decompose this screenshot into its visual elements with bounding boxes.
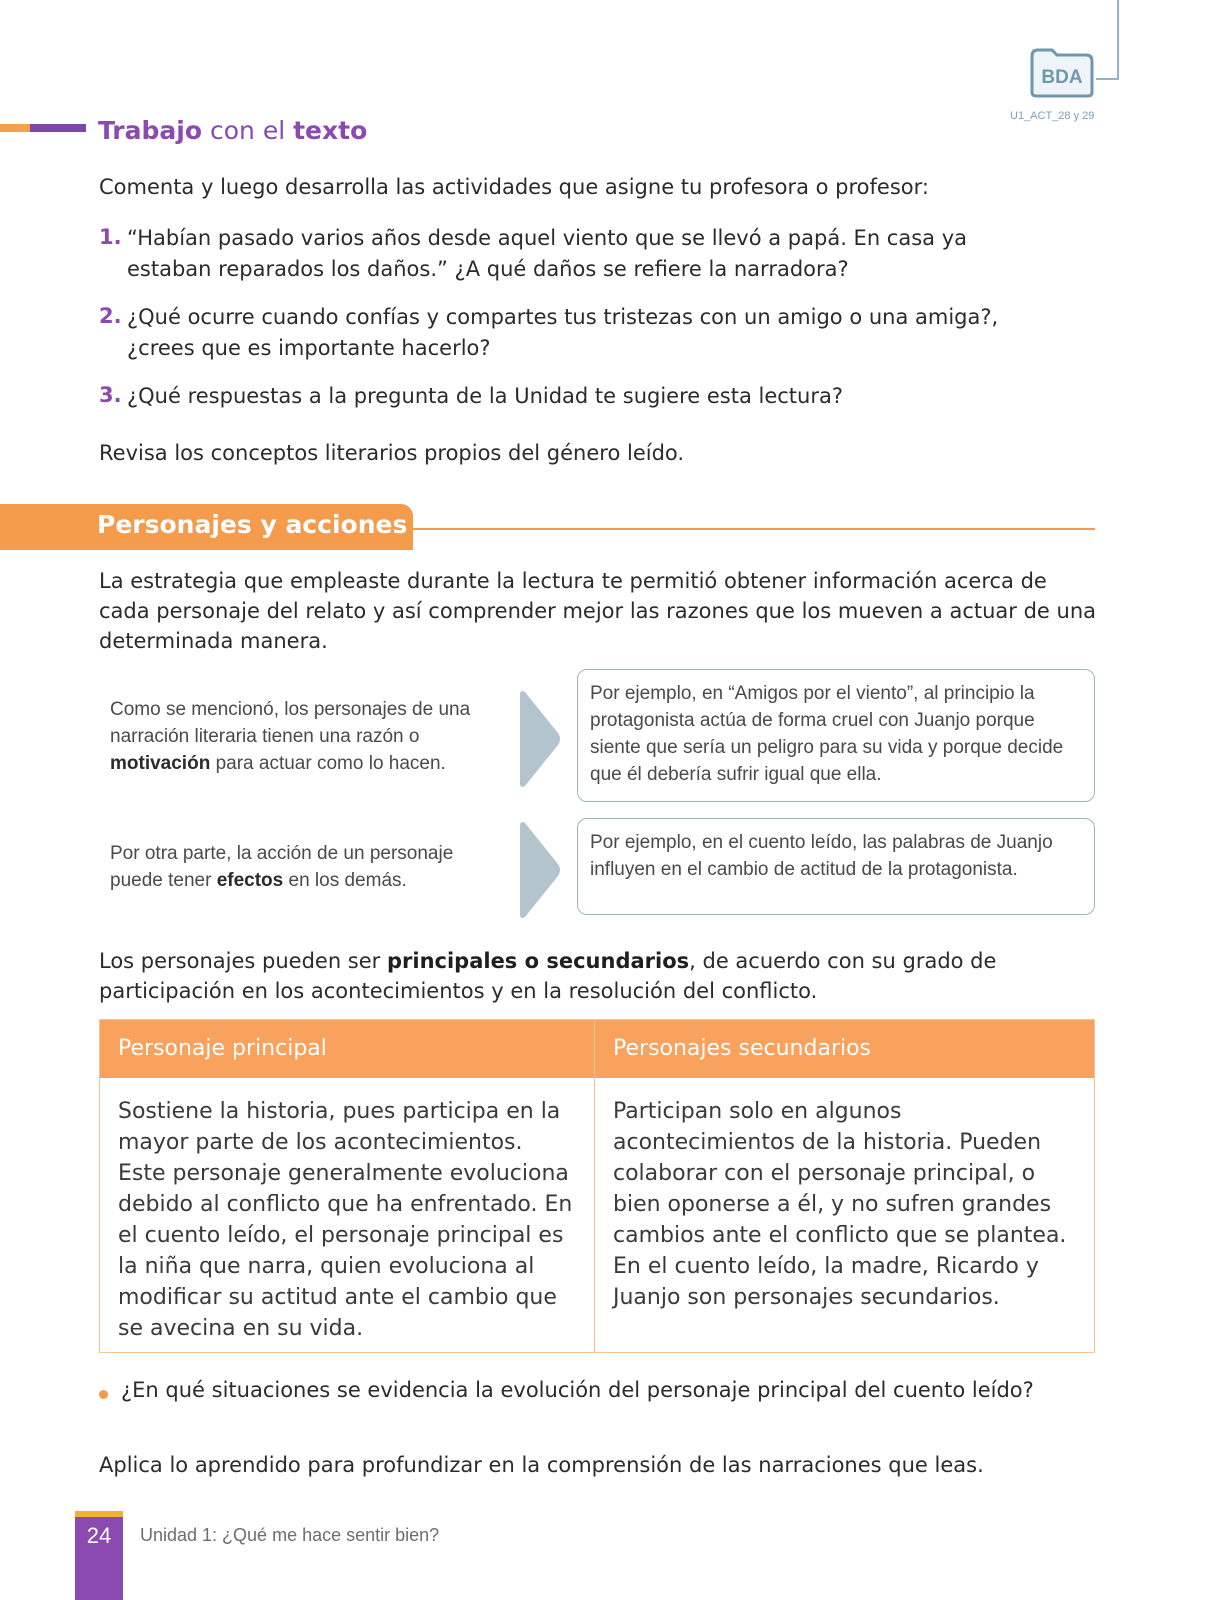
effects-keyword: efectos [216,870,284,891]
effects-text-post: en los demás. [283,870,407,891]
section-title [98,116,367,145]
question-3 [127,381,1047,412]
characters-intro [99,946,1099,1006]
motivation-text [110,696,500,777]
motivation-keyword: motivación [110,753,211,774]
header-bar-orange [0,124,30,132]
question-3-line-1: ¿Qué respuestas a la pregunta de la Unidad te sugiere esta lectura? [127,384,843,408]
strategy-paragraph: La estrategia que empleaste durante la lectura te permitió obtener información acerca de cada personaje del relato y así comprender mejor las razones que los mueven a actuar de una determinada manera. [99,569,1096,653]
bda-connector-line-h [1096,78,1119,80]
question-2-line-2: ¿crees que es importante hacerlo? [127,336,491,360]
question-2 [127,302,1047,364]
table-header-secundarios: Personajes secundarios [595,1020,1094,1078]
question-2-line-1: ¿Qué ocurre cuando confías y compartes tus tristezas con un amigo o una amiga?, [127,305,999,329]
question-number: 2. [99,304,122,328]
question-list [99,225,1099,415]
example-box-1: Por ejemplo, en “Amigos por el viento”, al principio la protagonista actúa de forma cruel con Juanjo porque siente que sería un peligro para su vida y porque decide que él debería sufrir igual que ella. [577,669,1095,802]
question-1-line-2: estaban reparados los daños.” ¿A qué daños se refiere la narradora? [127,257,849,281]
table-cell-secundarios: Participan solo en algunos acontecimientos de la historia. Pueden colaborar con el personaje principal, o bien oponerse a él, y no sufren grandes cambios ante el conflicto que se plantea. En el cuento leído, la madre, Ricardo y Juanjo son personajes secundarios. [613,1099,1067,1310]
header-bar-purple [30,124,86,132]
motivation-text-post: para actuar como lo hacen. [210,753,446,774]
characters-intro-bold: principales o secundarios [386,949,690,973]
folder-icon[interactable] [1028,46,1096,100]
example-box-2: Por ejemplo, en el cuento leído, las palabras de Juanjo influyen en el cambio de actitud de la protagonista. [577,818,1095,915]
question-number: 3. [99,383,122,407]
section-title-bold-2: texto [293,116,368,145]
effects-text-pre: Por otra parte, la acción de un personaje puede tener [110,843,454,891]
section-title-bold-1: Trabajo [98,116,203,145]
section-title-light: con el [209,116,286,145]
arrow-right-icon [516,689,562,789]
bda-code: U1_ACT_28 y 29 [1010,110,1095,122]
effects-text [110,840,500,894]
review-instruction: Revisa los conceptos literarios propios del género leído. [99,441,685,465]
footer-unit-title: Unidad 1: ¿Qué me hace sentir bien? [140,1525,440,1545]
arrow-right-icon [516,820,562,920]
intro-instruction: Comenta y luego desarrolla las actividades que asigne tu profesora o profesor: [99,175,929,199]
bda-label: BDA [1041,67,1083,88]
characters-intro-pre: Los personajes pueden ser [99,949,387,973]
table-cell-principal: Sostiene la historia, pues participa en la mayor parte de los acontecimientos. Este personaje generalmente evoluciona debido al conflicto que ha enfrentado. En el cuento leído, el personaje principal es la niña que narra, quien evoluciona al modificar su actitud ante el cambio que se avecina en su vida. [118,1099,573,1341]
table-header-principal: Personaje principal [100,1020,594,1078]
page-number: 24 [86,1523,112,1548]
characters-intro-post: , de acuerdo con su grado de participación en los acontecimientos y en la resolución del conflicto. [99,949,997,1003]
bullet-question: ¿En qué situaciones se evidencia la evolución del personaje principal del cuento leído? [121,1378,1034,1402]
motivation-text-pre: Como se mencionó, los personajes de una narración literaria tienen una razón o [110,699,471,747]
band-rule [413,528,1095,530]
bullet-icon [99,1390,108,1399]
band-title: Personajes y acciones [97,510,408,539]
question-1 [127,223,1047,285]
question-1-line-1: “Habían pasado varios años desde aquel viento que se llevó a papá. En casa ya [127,226,967,250]
apply-instruction: Aplica lo aprendido para profundizar en la comprensión de las narraciones que leas. [99,1453,984,1477]
question-number: 1. [99,225,122,249]
bda-connector-line [1117,0,1119,80]
characters-table [99,1019,1095,1353]
